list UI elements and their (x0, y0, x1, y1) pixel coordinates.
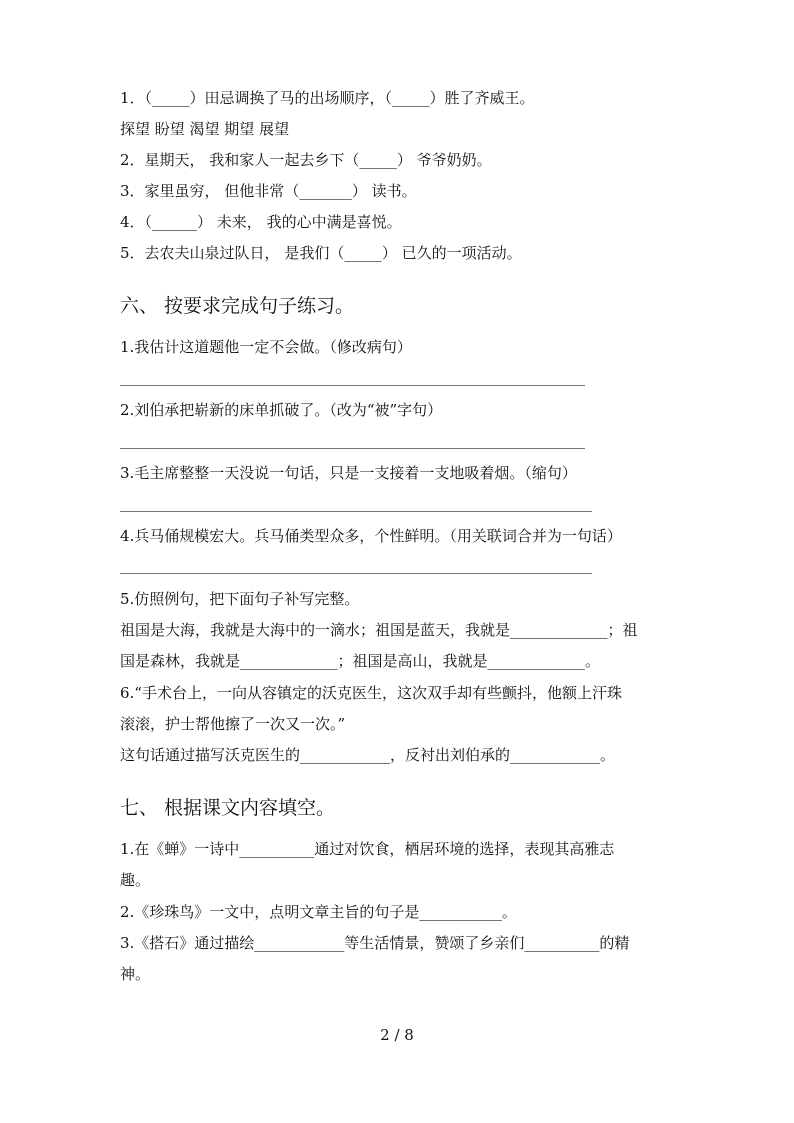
s5-item-1: 1．（_____）田忌调换了马的出场顺序，（_____）胜了齐威王。 (120, 89, 535, 107)
s6-question-6: 6.“手术台上，一向从容镇定的沃克医生，这次双手却有些颤抖，他额上汗珠 (120, 684, 622, 702)
s6-question-3: 3.毛主席整整一天没说一句话，只是一支接着一支地吸着烟。（缩句） (120, 464, 577, 482)
s5-item-2: 2．星期天， 我和家人一起去乡下（_____） 爷爷奶奶。 (120, 151, 492, 169)
s7-q3-cont: 神。 (120, 965, 151, 983)
s7-question-1: 1.在《蝉》一诗中__________通过对饮食，栖居环境的选择，表现其高雅志 (120, 840, 615, 858)
s6-answer-line-4[interactable] (120, 573, 592, 574)
s7-question-2: 2.《珍珠鸟》一文中，点明文章主旨的句子是___________。 (120, 903, 517, 921)
s6-question-4: 4.兵马俑规模宏大。兵马俑类型众多，个性鲜明。（用关联词合并为一句话） (120, 527, 622, 545)
page-number: 2 / 8 (380, 1026, 414, 1044)
s5-item-3: 3．家里虽穷， 但他非常（_______） 读书。 (120, 182, 417, 200)
s6-q6-prompt: 这句话通过描写沃克医生的____________，反衬出刘伯承的____________。 (120, 746, 616, 764)
s6-q5-sentence-1: 祖国是大海，我就是大海中的一滴水；祖国是蓝天，我就是_____________；祖 (120, 621, 638, 639)
s6-q6-quote-end: 滚滚，护士帮他擦了一次又一次。” (120, 715, 346, 733)
s7-question-3: 3.《搭石》通过描绘____________等生活情景，赞颂了乡亲们__________的精 (120, 934, 630, 952)
s6-q5-sentence-2: 国是森林，我就是_____________；祖国是高山，我就是_____________。 (120, 652, 601, 670)
s5-word-bank: 探望 盼望 渴望 期望 展望 (120, 120, 290, 138)
s5-item-5: 5．去农夫山泉过队日， 是我们（_____） 已久的一项活动。 (120, 244, 522, 262)
s6-answer-line-3[interactable] (120, 511, 592, 512)
section7-title: 七、 根据课文内容填空。 (120, 797, 336, 819)
s6-answer-line-1[interactable] (120, 385, 585, 386)
s6-question-1: 1.我估计这道题他一定不会做。（修改病句） (120, 338, 412, 356)
s6-answer-line-2[interactable] (120, 448, 585, 449)
s7-q1-cont: 趣。 (120, 871, 151, 889)
s6-question-2: 2.刘伯承把崭新的床单抓破了。（改为“被”字句） (120, 401, 443, 419)
s5-item-4: 4．（______） 未来， 我的心中满是喜悦。 (120, 213, 402, 231)
section6-title: 六、 按要求完成句子练习。 (120, 295, 355, 317)
s6-question-5: 5.仿照例句，把下面句子补写完整。 (120, 590, 360, 608)
